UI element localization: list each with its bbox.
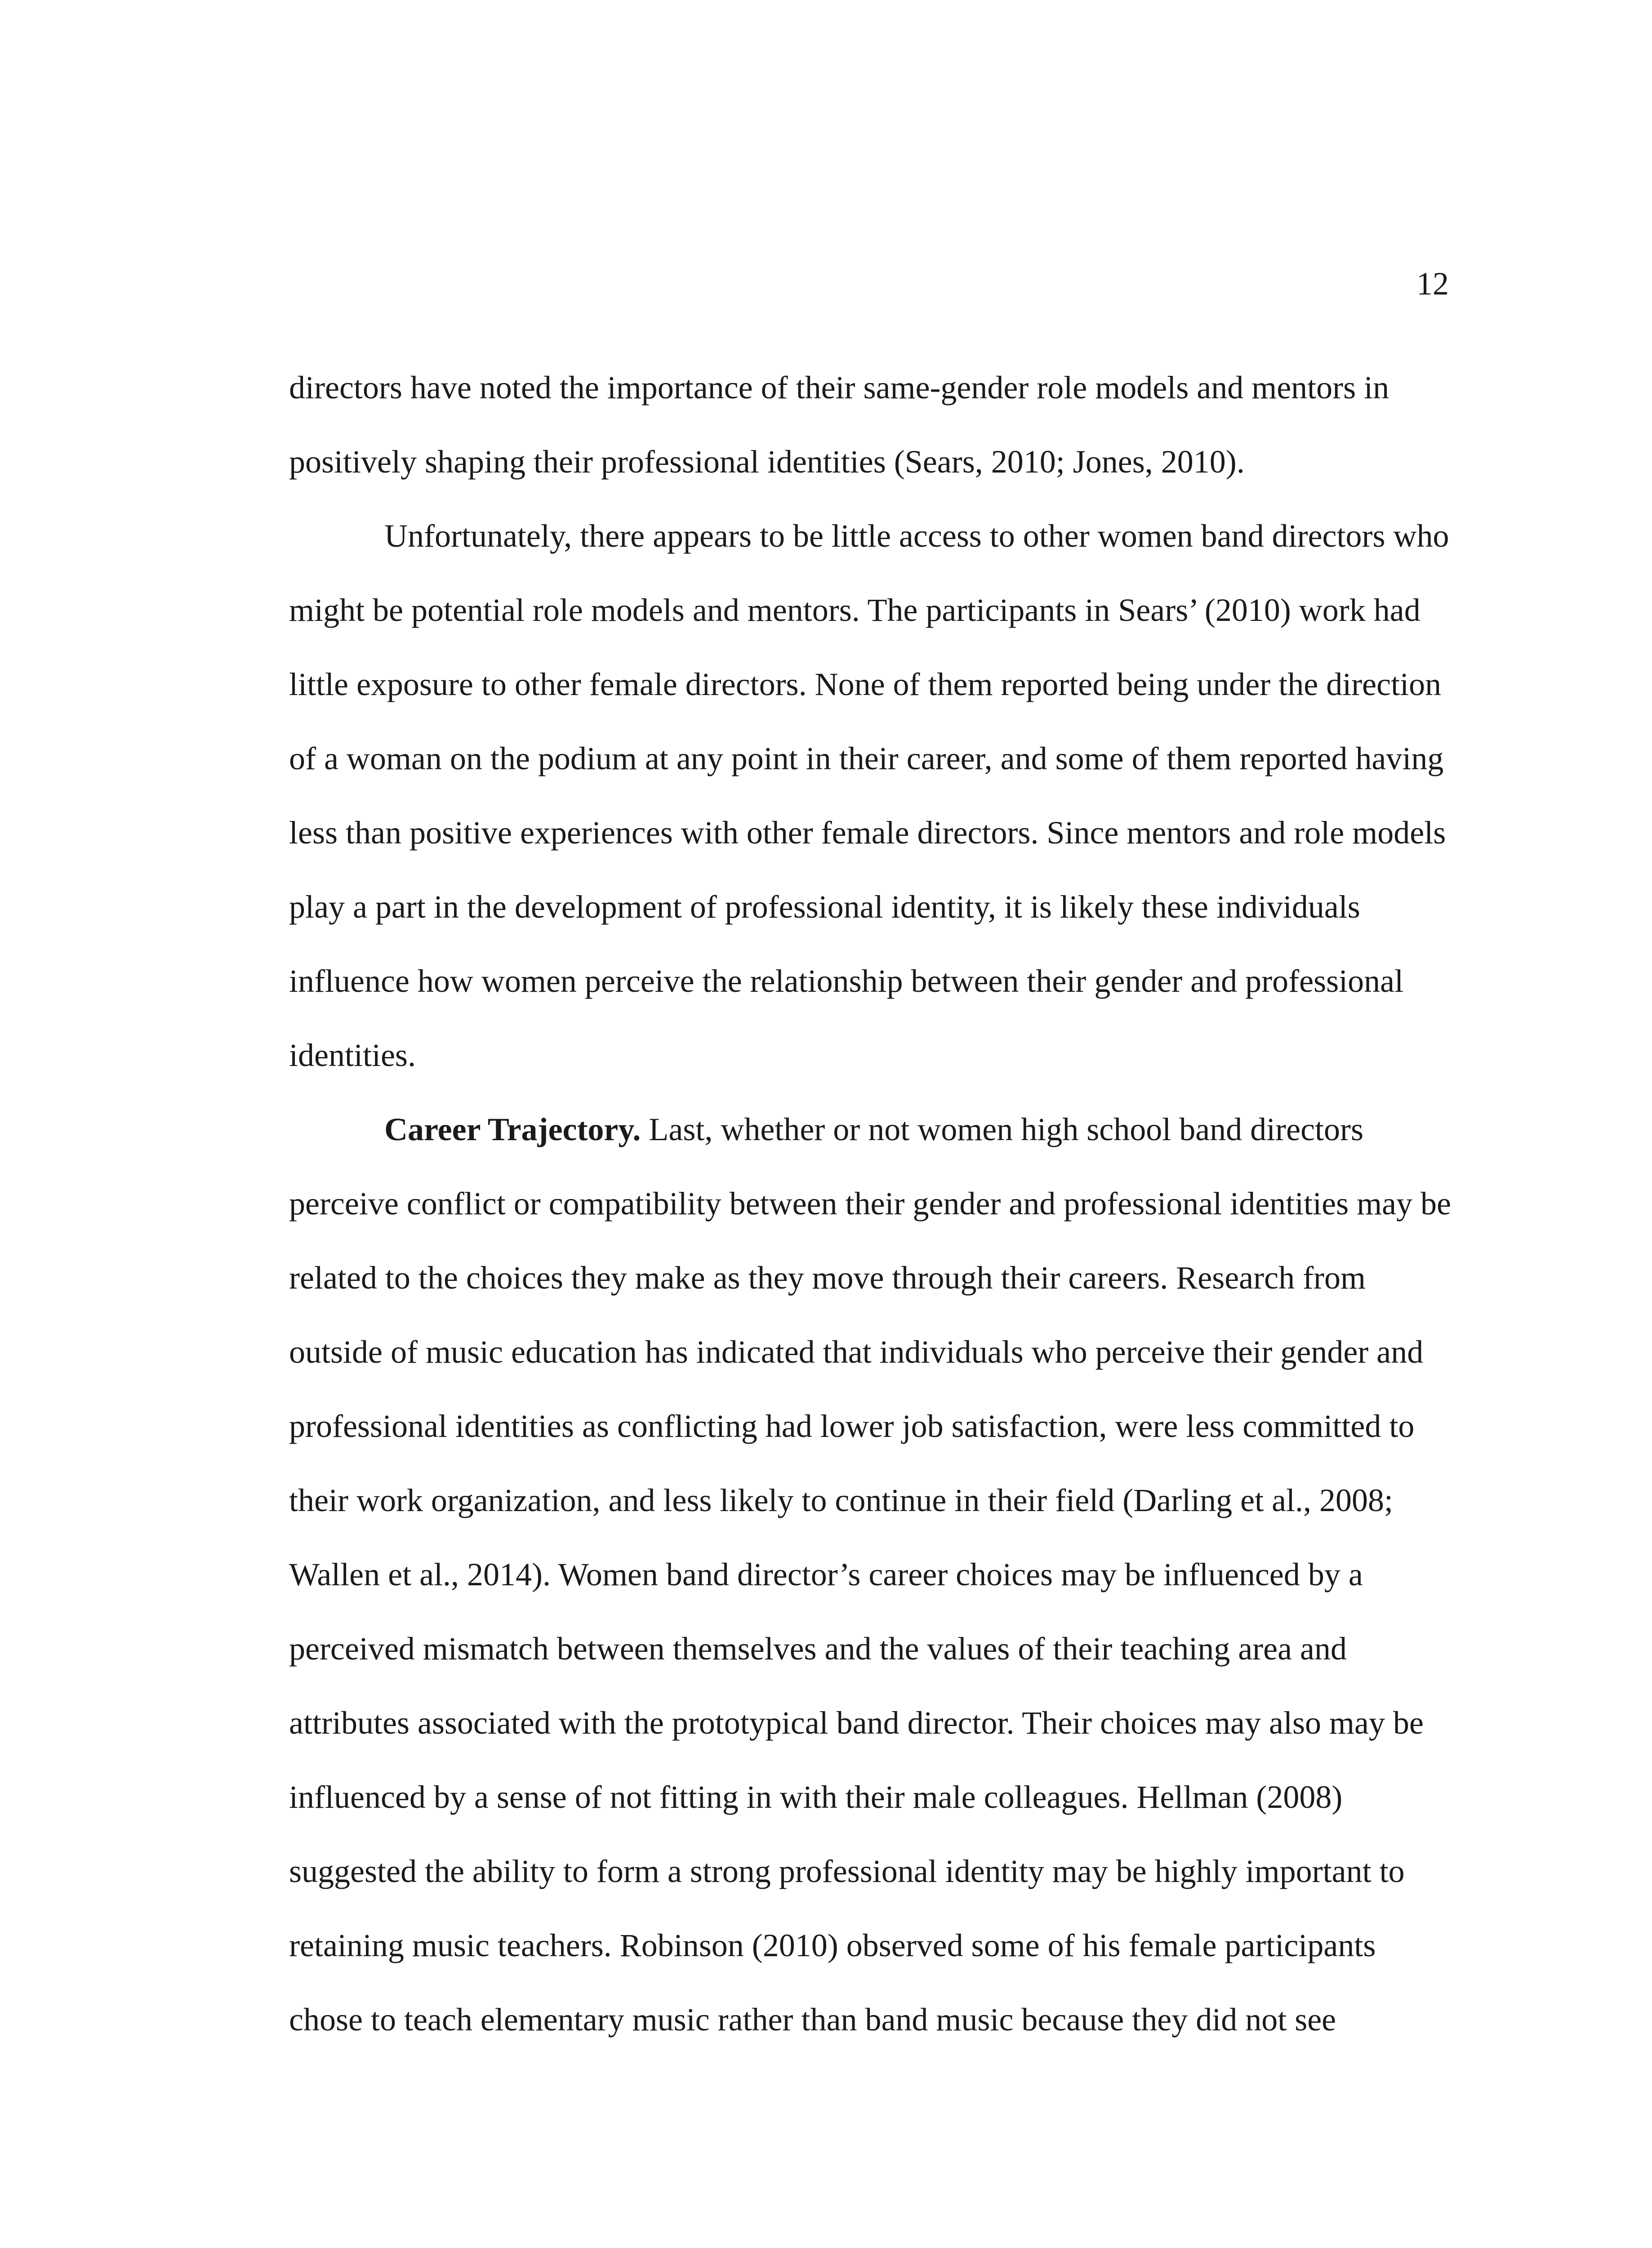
text-line: chose to teach elementary music rather than band music because they did not see [289,2002,1336,2038]
text-line: suggested the ability to form a strong professional identity may be highly important to [289,1853,1405,1889]
text-line: Wallen et al., 2014). Women band director’s career choices may be influenced by a [289,1557,1363,1592]
section-heading: Career Trajectory. [384,1111,641,1147]
text-line: less than positive experiences with other female directors. Since mentors and role models [289,815,1446,851]
section-heading-line [289,1107,1476,1181]
text-line: perceived mismatch between themselves and the values of their teaching area and [289,1631,1347,1667]
text-line: outside of music education has indicated that individuals who perceive their gender and [289,1334,1424,1370]
text-line: influenced by a sense of not fitting in with their male colleagues. Hellman (2008) [289,1779,1343,1815]
text-line: identities. [289,1037,416,1073]
text-line: professional identities as conflicting had lower job satisfaction, were less committed to [289,1408,1415,1444]
text-line: little exposure to other female directors. None of them reported being under the direction [289,666,1442,702]
text-line: play a part in the development of professional identity, it is likely these individuals [289,889,1360,925]
text-line: might be potential role models and mentors. The participants in Sears’ (2010) work had [289,592,1420,628]
section-heading-continuation: Last, whether or not women high school band directors [641,1111,1364,1147]
text-line: attributes associated with the prototypical band director. Their choices may also may be [289,1705,1424,1741]
text-line: positively shaping their professional identities (Sears, 2010; Jones, 2010). [289,444,1245,480]
text-line: their work organization, and less likely to continue in their field (Darling et al., 2008; [289,1482,1394,1518]
text-line: of a woman on the podium at any point in their career, and some of them reported having [289,740,1444,776]
text-line: related to the choices they make as they move through their careers. Research from [289,1260,1366,1296]
text-line: perceive conflict or compatibility between their gender and professional identities may be [289,1186,1452,1222]
text-line: directors have noted the importance of their same-gender role models and mentors in [289,370,1389,406]
text-line: retaining music teachers. Robinson (2010) observed some of his female participants [289,1927,1376,1963]
paragraph-start-line: Unfortunately, there appears to be little access to other women band directors who [384,518,1449,554]
page-number: 12 [1416,266,1449,302]
document-body [289,365,1476,2071]
text-line: influence how women perceive the relationship between their gender and professional [289,963,1404,999]
